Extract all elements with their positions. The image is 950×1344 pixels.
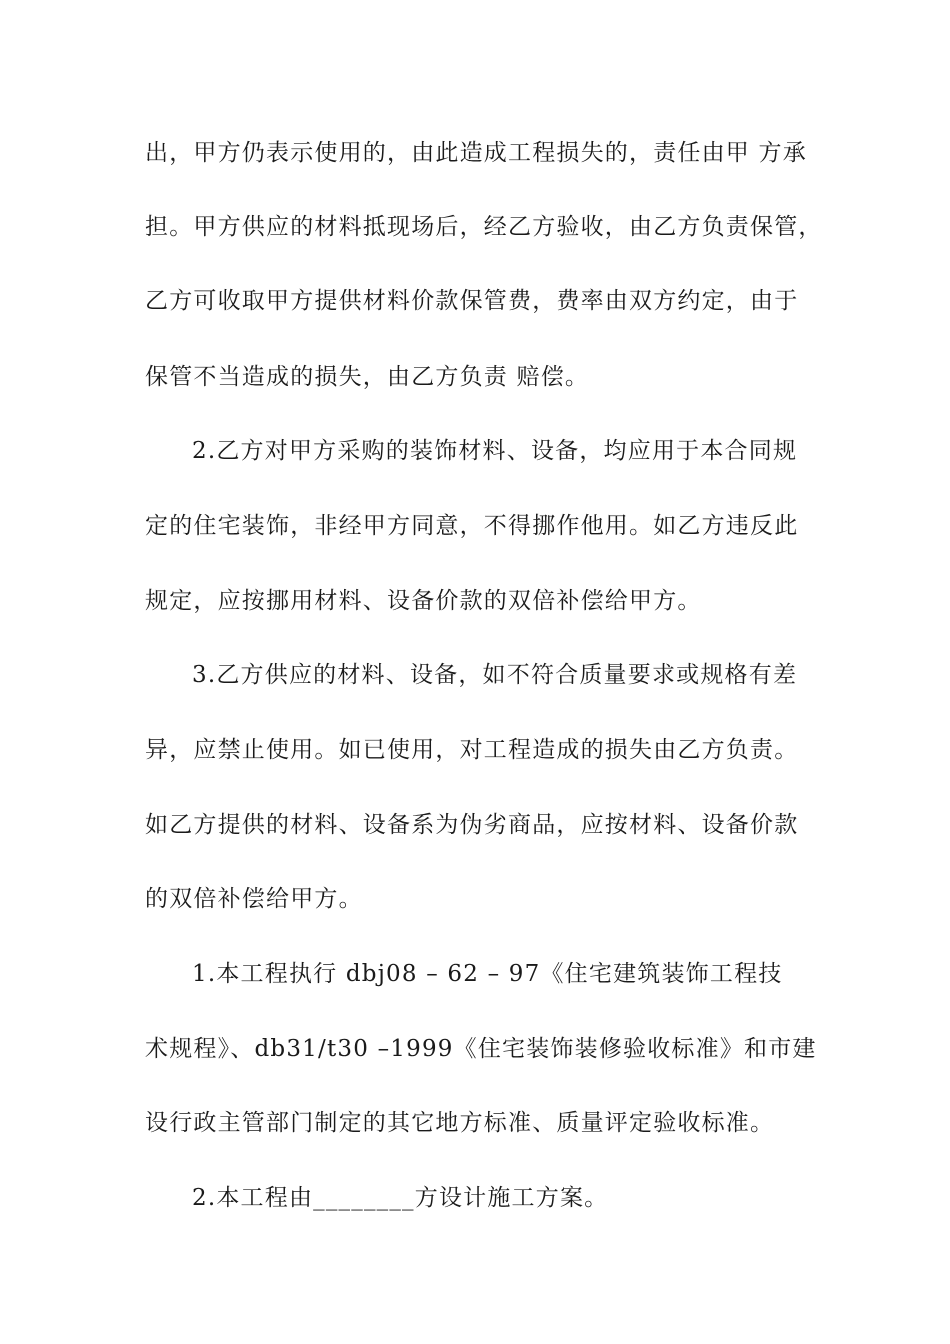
paragraph-line: 的双倍补偿给甲方。 — [145, 886, 363, 912]
paragraph-line: 如乙方提供的材料、设备系为伪劣商品，应按材料、设备价款 — [145, 812, 799, 838]
paragraph-line: 保管不当造成的损失，由乙方负责 赔偿。 — [145, 364, 590, 390]
paragraph-line: 出，甲方仍表示使用的，由此造成工程损失的，责任由甲 方承 — [145, 140, 807, 166]
paragraph-line: 1.本工程执行 dbj08 – 62 – 97《住宅建筑装饰工程技 — [192, 961, 783, 987]
paragraph-line: 设行政主管部门制定的其它地方标准、质量评定验收标准。 — [145, 1110, 775, 1136]
paragraph-line: 定的住宅装饰，非经甲方同意，不得挪作他用。如乙方违反此 — [145, 513, 799, 539]
paragraph-line: 担。甲方供应的材料抵现场后，经乙方验收，由乙方负责保管， — [145, 214, 823, 240]
paragraph-line: 乙方可收取甲方提供材料价款保管费，费率由双方约定，由于 — [145, 288, 799, 314]
paragraph-line: 3.乙方供应的材料、设备，如不符合质量要求或规格有差 — [192, 662, 798, 688]
paragraph-line: 规定，应按挪用材料、设备价款的双倍补偿给甲方。 — [145, 588, 702, 614]
paragraph-line: 2.本工程由________方设计施工方案。 — [192, 1185, 609, 1211]
paragraph-line: 异，应禁止使用。如已使用，对工程造成的损失由乙方负责。 — [145, 737, 799, 763]
paragraph-line: 2.乙方对甲方采购的装饰材料、设备，均应用于本合同规 — [192, 438, 798, 464]
paragraph-line: 术规程》、db31/t30 –1999《住宅装饰装修验收标准》和市建 — [145, 1036, 817, 1062]
